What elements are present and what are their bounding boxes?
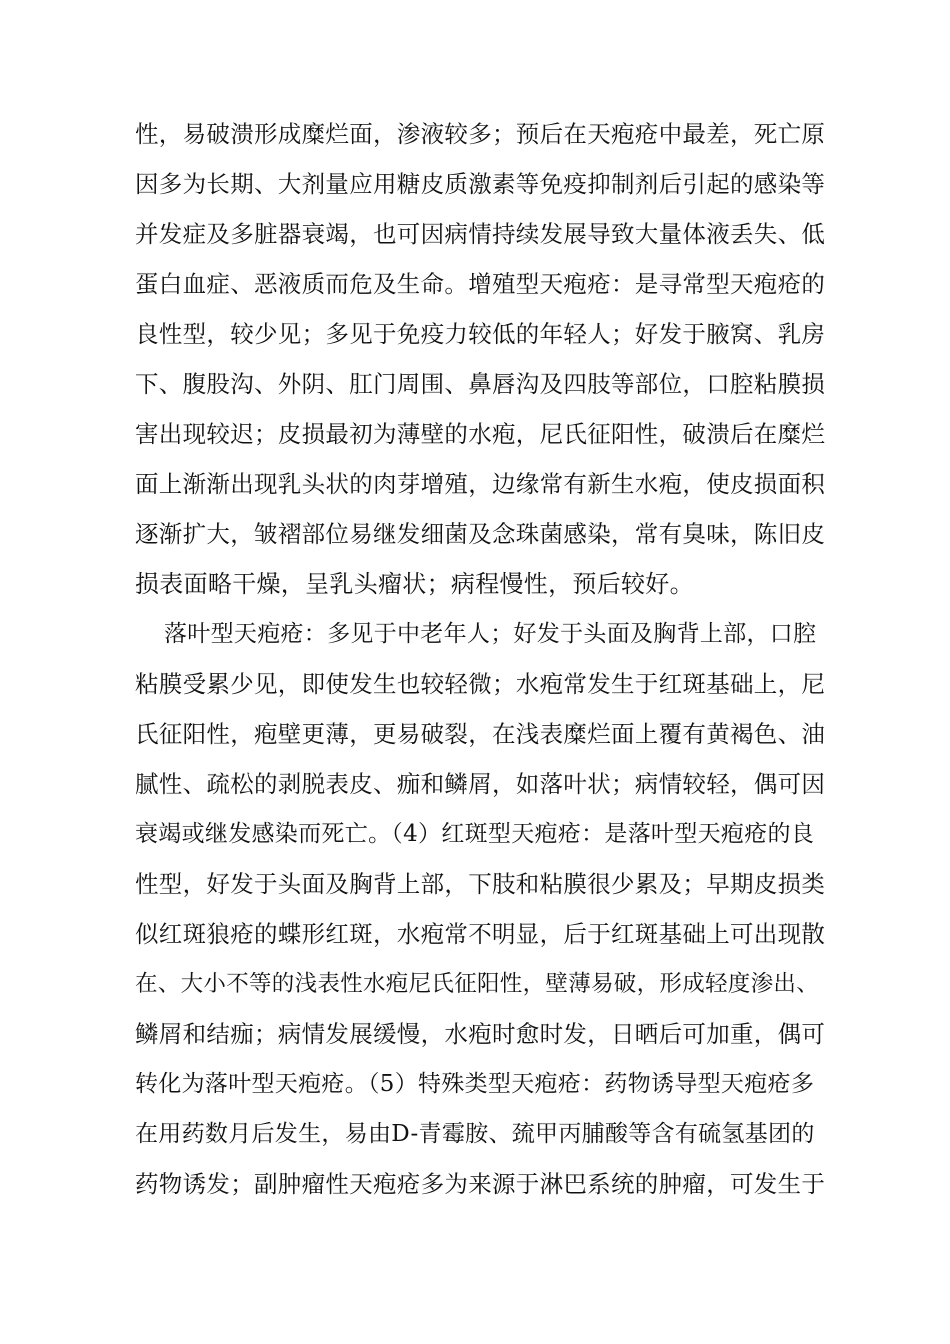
text-line: 落叶型天疱疮：多见于中老年人；好发于头面及胸背上部，口腔 [164,621,817,647]
text-line: 转化为落叶型天疱疮。（5）特殊类型天疱疮：药物诱导型天疱疮多 [135,1071,815,1097]
text-line: 下、腹股沟、外阴、肛门周围、鼻唇沟及四肢等部位，口腔粘膜损 [135,370,826,398]
text-line: 良性型，较少见；多见于免疫力较低的年轻人；好发于腋窝、乳房 [135,320,826,348]
text-line: 粘膜受累少见，即使发生也较轻微；水疱常发生于红斑基础上，尼 [135,670,826,698]
text-line: 性，易破溃形成糜烂面，渗液较多；预后在天疱疮中最差，死亡原 [135,120,826,148]
text-line: 并发症及多脏器衰竭，也可因病情持续发展导致大量体液丢失、低 [135,220,826,248]
text-line: 氏征阳性，疱壁更薄，更易破裂，在浅表糜烂面上覆有黄褐色、油 [135,720,826,748]
text-line: 腻性、疏松的剥脱表皮、痂和鳞屑，如落叶状；病情较轻，偶可因 [135,770,826,798]
text-line: 害出现较迟；皮损最初为薄壁的水疱，尼氏征阳性，破溃后在糜烂 [135,420,826,448]
text-line: 蛋白血症、恶液质而危及生命。增殖型天疱疮：是寻常型天疱疮的 [135,270,826,298]
text-line: 似红斑狼疮的蝶形红斑，水疱常不明显，后于红斑基础上可出现散 [135,920,826,948]
text-line: 衰竭或继发感染而死亡。（4）红斑型天疱疮：是落叶型天疱疮的良 [135,821,815,847]
text-line: 因多为长期、大剂量应用糖皮质激素等免疫抑制剂后引起的感染等 [135,170,826,198]
text-line: 性型，好发于头面及胸背上部，下肢和粘膜很少累及；早期皮损类 [135,870,826,898]
text-line: 在用药数月后发生，易由D-青霉胺、巯甲丙脯酸等含有硫氢基团的 [135,1121,815,1147]
text-line: 药物诱发；副肿瘤性天疱疮多为来源于淋巴系统的肿瘤，可发生于 [135,1170,826,1198]
text-line: 逐渐扩大，皱褶部位易继发细菌及念珠菌感染，常有臭味，陈旧皮 [135,520,826,548]
text-line: 面上渐渐出现乳头状的肉芽增殖，边缘常有新生水疱，使皮损面积 [135,470,826,498]
text-line: 损表面略干燥，呈乳头瘤状；病程慢性，预后较好。 [135,570,694,598]
text-line: 鳞屑和结痂；病情发展缓慢，水疱时愈时发，日晒后可加重，偶可 [135,1020,826,1048]
text-line: 在、大小不等的浅表性水疱尼氏征阳性，壁薄易破，形成轻度渗出、 [135,971,820,997]
